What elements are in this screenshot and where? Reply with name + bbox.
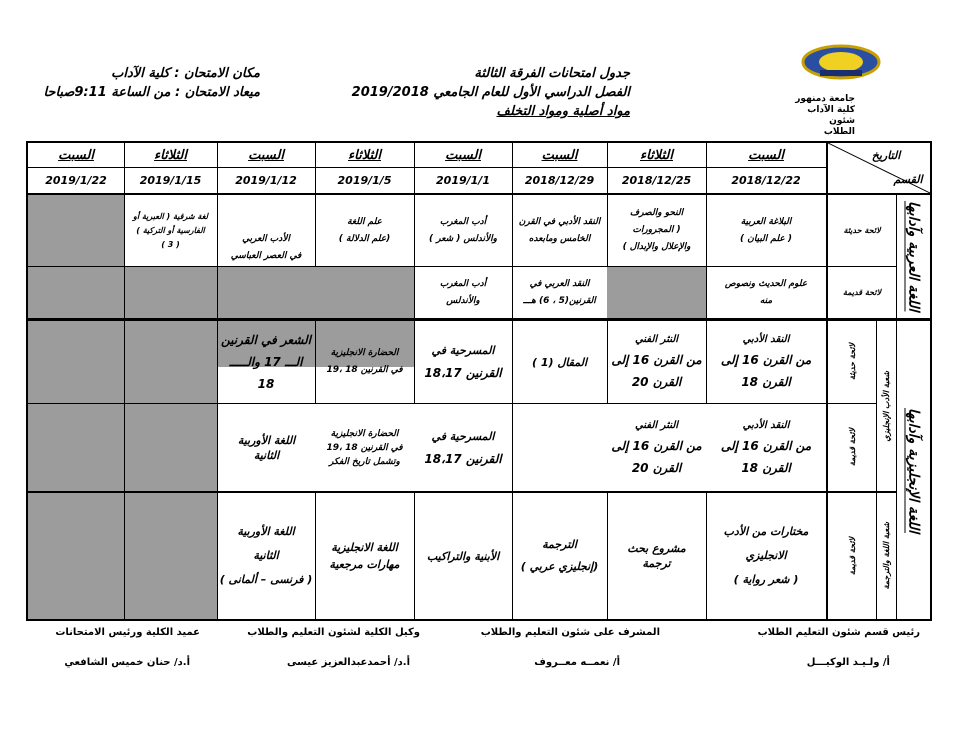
subject-cell: المقال (1 ) (531, 355, 588, 369)
branch-translation: شعبة اللغة والترجمة (882, 522, 891, 590)
subject-cell: النحو والصرف ( المجرورات والإعلال والإبدال ) (622, 208, 691, 252)
day-header: الثلاثاء (640, 147, 673, 163)
day-header: السبت (445, 147, 481, 163)
subject-cell: أدب المغرب والأندلس (439, 278, 487, 306)
reg-old-translation: لائحة قديمة (847, 536, 857, 576)
subject-cell: النقد الأدبي من القرن 16 إلى القرن 18 (720, 334, 812, 389)
exam-place: مكان الامتحان : كلية الآداب (111, 66, 260, 81)
subject-cell: مختارات من الأدب الانجليزي ( شعر رواية ) (723, 525, 809, 586)
day-header: السبت (248, 147, 284, 163)
day-header: الثلاثاء (348, 147, 381, 163)
university-logo (800, 44, 882, 80)
signature-title: المشرف على شئون التعليم والطلاب (480, 627, 660, 638)
exam-schedule-table (26, 141, 932, 621)
date-cell: 2019/1/15 (139, 174, 202, 187)
date-cell: 2019/1/12 (235, 174, 297, 187)
title-line-3: مواد أصلية ومواد التخلف (496, 104, 630, 119)
dept-arabic: اللغة العربية وآدابها (905, 201, 922, 312)
office-name: شئون الطلاب (823, 116, 855, 137)
exam-info (30, 64, 260, 102)
signature-title: عميد الكلية ورئيس الامتحانات (55, 627, 200, 638)
subject-cell: الأدب العربي في العصر العباسي (230, 234, 302, 261)
empty-cell (315, 267, 414, 318)
subject-cell: النثر الفني من القرن 16 إلى القرن 20 (611, 334, 702, 389)
reg-old-english: لائحة قديمة (847, 428, 857, 467)
date-cell: 2019/1/22 (45, 174, 107, 187)
subject-cell: اللغة الأوربية الثانية (218, 404, 315, 491)
signature-name: أ/ ولـيـد الوكيـــل (806, 657, 890, 668)
signature-name: أ.د/ حنان خميس الشافعي (64, 657, 190, 668)
university-info (795, 94, 855, 138)
faculty-name: كلية الآداب (807, 105, 855, 115)
subject-cell: مشروع بحث ترجمة (627, 542, 686, 570)
title-line-2: الفصل الدراسي الأول للعام الجامعي 2019/2018 (351, 85, 630, 100)
subject-cell: اللغة الانجليزية مهارات مرجعية (329, 541, 400, 571)
empty-cell (513, 404, 607, 491)
subject-cell: علم اللغة (علم الدلالة ) (338, 216, 391, 244)
reg-new-arabic: لائحة حديثة (843, 225, 881, 235)
subject-cell: لغة شرقية ( العبرية أو الفارسية أو التركية ) ( 3 ) (133, 211, 208, 249)
signature-title: رئيس قسم شئون التعليم الطلاب (757, 627, 920, 638)
date-cell: 2018/12/29 (524, 174, 595, 187)
date-cell: 2018/12/25 (621, 174, 692, 187)
exam-time: ميعاد الامتحان : من الساعة 9:11صباحا (43, 85, 260, 100)
title-line-1: جدول امتحانات الفرقة الثالثة (474, 66, 630, 81)
empty-cell (125, 321, 217, 619)
signature-name: أ.د/ أحمدعبدالعزيز عيسى (286, 657, 410, 668)
date-cell: 2019/1/1 (436, 174, 490, 187)
signature-name: أ/ نعمــه معــروف (534, 657, 620, 668)
day-header: الثلاثاء (154, 147, 187, 163)
subject-cell: المسرحية في القرنين 18،17 (424, 344, 502, 380)
subject-cell: الحضارة الانجليزية في القرنين 18 ،19 وتشمل تاريخ الفكر (315, 404, 414, 491)
day-header: السبت (541, 147, 578, 163)
subject-cell: النقد العربي في القرنين(5 ، 6) هـــ (523, 278, 596, 306)
dept-english: اللغة الإنجليزية وآدابها (905, 407, 922, 533)
day-header: السبت (748, 147, 784, 163)
schedule-title (330, 64, 630, 121)
subject-cell: النقد الأدبي في القرن الخامس ومابعده (518, 216, 601, 244)
branch-literature: شعبة الأدب الإنجليزي (882, 370, 891, 442)
date-cell: 2019/1/5 (337, 174, 392, 187)
subject-cell: الأبنية والتراكيب (426, 549, 500, 563)
empty-cell (607, 267, 706, 318)
subject-cell: الشعر في القرنين الـــ 17 والـــــ 18 (221, 333, 311, 391)
empty-cell (28, 267, 124, 318)
subject-cell: المسرحية في القرنين 18،17 (414, 404, 512, 491)
empty-cell (28, 321, 124, 619)
reg-new-english: لائحة حديثة (847, 343, 857, 381)
signature-title: وكيل الكلية لشئون التعليم والطلاب (247, 627, 420, 638)
subject-cell: النثر الفني من القرن 16 إلى القرن 20 (607, 404, 706, 491)
subject-cell: الترجمة (إنجليزي عربي ) (520, 538, 599, 573)
corner-section-label: القسم (893, 172, 923, 186)
subject-cell: البلاغة العربية ( علم البيان ) (740, 216, 792, 244)
reg-old-arabic: لائحة قديمة (842, 287, 882, 297)
corner-date-label: التاريخ (871, 148, 901, 162)
subject-cell: أدب المغرب والأندلس ( شعر ) (429, 216, 497, 244)
empty-cell (125, 267, 217, 318)
subject-cell: النقد الأدبي من القرن 16 إلى القرن 18 (706, 404, 826, 491)
subject-cell: علوم الحديث ونصوص منه (724, 278, 808, 306)
subject-cell: الحضارة الانجليزية في القرنين 18 ،19 (326, 348, 403, 375)
subject-cell: اللغة الأوربية الثانية ( فرنسى – ألمانى ) (219, 525, 313, 586)
date-cell: 2018/12/22 (731, 174, 801, 187)
university-name: جامعة دمنهور (795, 94, 855, 104)
day-header: السبت (58, 147, 94, 163)
empty-cell (218, 267, 315, 318)
